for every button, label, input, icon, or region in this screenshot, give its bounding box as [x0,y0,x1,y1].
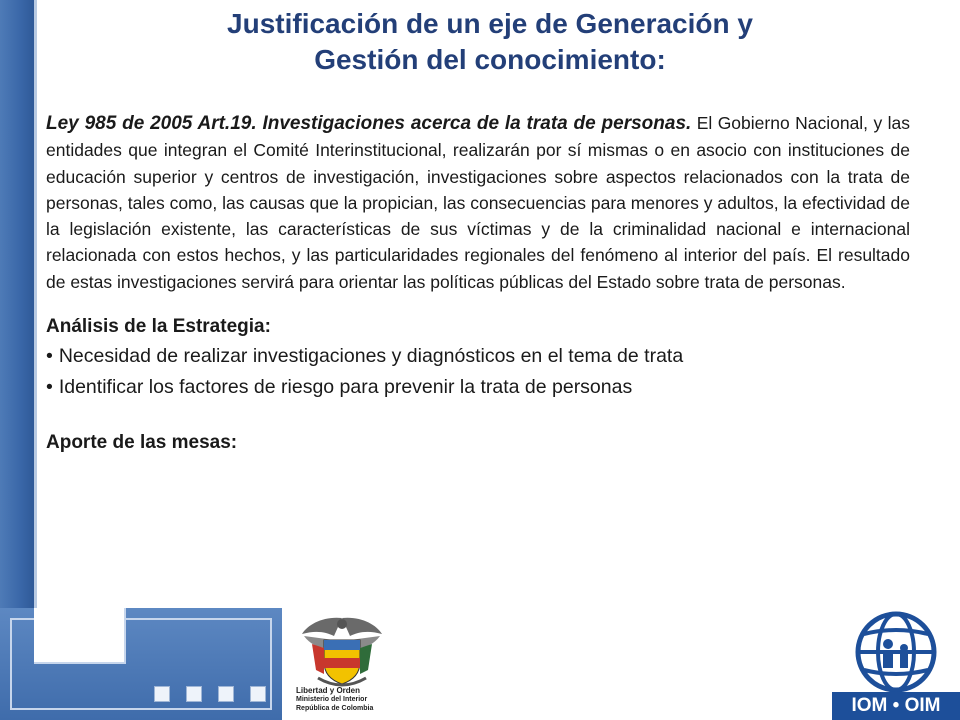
bullet-item [46,372,910,403]
law-reference: Ley 985 de 2005 Art.19. Investigaciones acerca de la trata de personas. [46,113,692,134]
slide-title [40,6,940,78]
bullet-text: Identificar los factores de riesgo para prevenir la trata de personas [58,376,633,399]
ministry-name: Ministerio del Interior [296,696,368,703]
ministry-caption [296,686,396,713]
ministry-country: República de Colombia [296,705,374,712]
slide-content [46,110,910,457]
iom-globe-emblem-icon [848,606,944,696]
contributions-title: Aporte de las mesas: [46,432,238,454]
analysis-title: Análisis de la Estrategia: [46,316,271,338]
slide-title-line-1: Justificación de un eje de Generación y [227,8,753,39]
bullet-dot: • [46,345,53,368]
bullet-dot: • [46,376,53,399]
bullet-text: Necesidad de realizar investigaciones y diagnósticos en el tema de trata [58,345,684,368]
iom-label: IOM • OIM [832,692,960,720]
bullet-item [46,341,910,372]
decorative-square [154,686,170,702]
slide-title-line-2: Gestión del conocimiento: [314,44,666,75]
bottom-left-white-tab [34,608,126,664]
law-text: El Gobierno Nacional, y las entidades que integran el Comité Interinstitucional, realizarán por sí mismas o en asocio con instituciones de educación superior y centros de investigación, investigaciones sobre aspectos relacionados con la trata de personas, tales como, las causas que la propician, las consecuencias para menores y adultos, la efectividad de la legislación existente, las características de sus víctimas y de la criminalidad nacional e internacional relacionada con estos hechos, y las particularidades regionales del fenómeno al interior del país. El resultado de estas investigaciones servirá para orientar las políticas públicas del Estado sobre trata de personas. [46,113,910,292]
law-paragraph [46,110,910,295]
decorative-square [218,686,234,702]
decorative-square [186,686,202,702]
decorative-square [250,686,266,702]
ministry-motto: Libertad y Orden [296,686,361,695]
left-band-edge [34,0,37,610]
